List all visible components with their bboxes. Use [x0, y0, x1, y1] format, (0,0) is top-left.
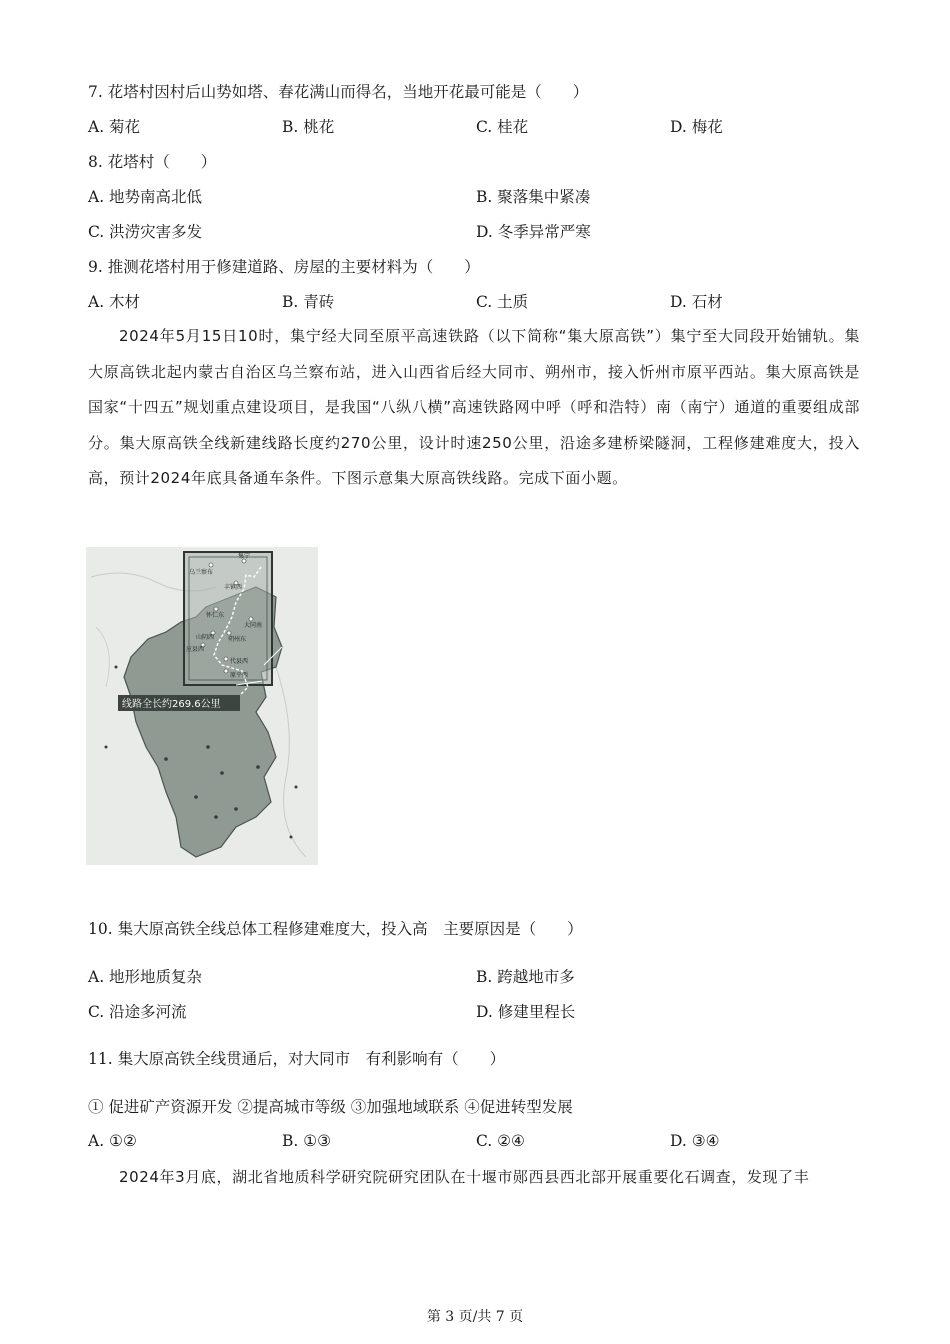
city-dot [295, 786, 298, 789]
railway-route-map [86, 547, 318, 865]
city-dot [115, 666, 118, 669]
station-dot [227, 631, 231, 635]
q7-option-c: C. 桂花 [476, 118, 529, 136]
question-7-stem: 7. 花塔村因村后山势如塔、春花满山而得名，当地开花最可能是（ ） [88, 83, 589, 101]
station-label: 代县西 [230, 658, 249, 665]
question-9-stem: 9. 推测花塔村用于修建道路、房屋的主要材料为（ ） [88, 258, 480, 276]
q10-option-c: C. 沿途多河流 [88, 1003, 187, 1021]
q9-option-b: B. 青砖 [282, 293, 335, 311]
city-dot [105, 746, 108, 749]
q10-option-d: D. 修建里程长 [476, 1003, 576, 1021]
q10-option-b: B. 跨越地市多 [476, 968, 575, 986]
question-10-stem: 10. 集大原高铁全线总体工程修建难度大，投入高 主要原因是（ ） [88, 920, 583, 938]
q8-option-d: D. 冬季异常严寒 [476, 223, 591, 241]
q10-option-a: A. 地形地质复杂 [88, 968, 203, 986]
station-label: 丰镇西 [224, 584, 243, 591]
q11-option-a: A. ①② [88, 1132, 137, 1150]
page-footer: 第 3 页/共 7 页 [426, 1309, 524, 1325]
passage-railway: 2024年5月15日10时，集宁经大同至原平高速铁路（以下简称“集大原高铁”）集宁至大同段开始铺轨。集大原高铁北起内蒙古自治区乌兰察布站，进入山西省后经大同市、朔州市，接入忻州市原平西站。集大原高铁是国家“十四五”规划重点建设项目，是我国“八纵八横”高速铁路网中呼（呼和浩特）南（南宁）通道的重要组成部分。集大原高铁全线新建线路长度约270公里，设计时速250公里，沿途多建桥梁隧洞，工程修建难度大，投入高，预计2024年底具备通车条件。下图示意集大原高铁线路。完成下面小题。 [88, 327, 860, 487]
q7-option-b: B. 桃花 [282, 118, 335, 136]
city-dot [206, 745, 210, 749]
question-8-stem: 8. 花塔村（ ） [88, 153, 217, 171]
station-label: 怀仁东 [206, 612, 225, 619]
q9-option-a: A. 木材 [88, 293, 141, 311]
passage-fossil: 2024年3月底，湖北省地质科学研究院研究团队在十堰市郧西县西北部开展重要化石调查，发现了丰 [119, 1168, 810, 1186]
q8-option-b: B. 聚落集中紧凑 [476, 188, 591, 206]
city-dot [220, 771, 224, 775]
city-dot [214, 815, 218, 819]
city-dot [256, 765, 260, 769]
station-label: 应县西 [186, 646, 205, 653]
city-dot [194, 795, 198, 799]
city-dot [164, 757, 168, 761]
question-11-stem: 11. 集大原高铁全线贯通后，对大同市 有利影响有（ ） [88, 1050, 506, 1068]
q11-option-c: C. ②④ [476, 1132, 525, 1150]
station-dot [224, 669, 228, 673]
q9-option-c: C. 土质 [476, 293, 529, 311]
q11-option-d: D. ③④ [670, 1132, 720, 1150]
station-dot [209, 563, 213, 567]
city-dot [234, 807, 238, 811]
route-length-label: 线路全长约269.6公里 [122, 699, 221, 710]
station-dot [249, 617, 253, 621]
station-label: 大同南 [244, 622, 263, 629]
station-label: 朔州东 [228, 636, 247, 643]
q11-option-b: B. ①③ [282, 1132, 332, 1150]
q7-option-a: A. 菊花 [88, 118, 141, 136]
station-label: 原平西 [230, 672, 249, 679]
q9-option-d: D. 石材 [670, 293, 723, 311]
q8-option-c: C. 洪涝灾害多发 [88, 223, 203, 241]
station-label: 山阴西 [196, 634, 215, 641]
station-label: 集宁 [238, 553, 251, 560]
city-dot [290, 836, 293, 839]
station-label: 乌兰察布 [189, 569, 214, 576]
station-dot [224, 657, 228, 661]
q8-option-a: A. 地势南高北低 [88, 188, 203, 206]
station-dot [214, 607, 218, 611]
q7-option-d: D. 梅花 [670, 118, 723, 136]
question-11-statements: ① 促进矿产资源开发 ②提高城市等级 ③加强地域联系 ④促进转型发展 [88, 1098, 573, 1116]
